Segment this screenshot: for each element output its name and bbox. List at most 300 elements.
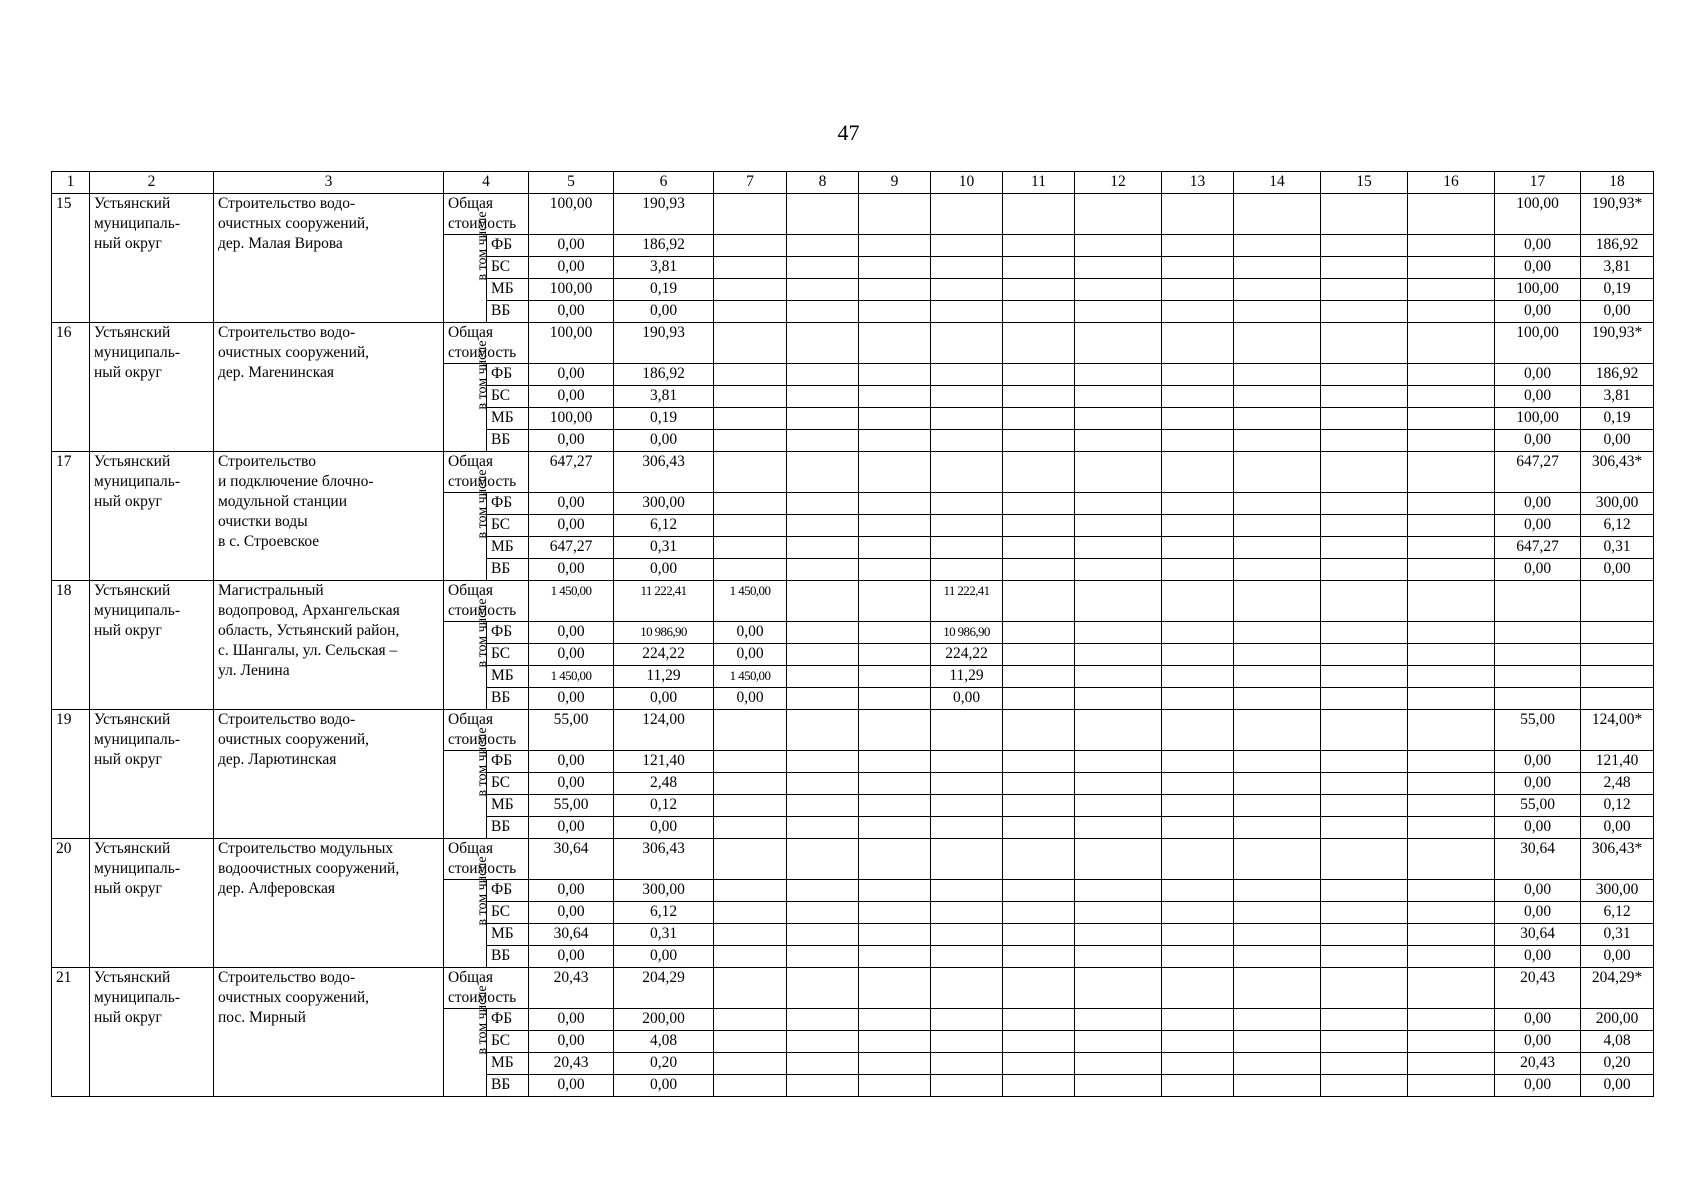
value-col18 — [1581, 688, 1654, 710]
value-col18: 0,00 — [1581, 946, 1654, 968]
empty-cell — [1162, 924, 1234, 946]
empty-cell — [1162, 688, 1234, 710]
object-line: водоочистных сооружений, — [218, 860, 400, 877]
empty-cell — [1075, 257, 1162, 279]
value-col17: 0,00 — [1495, 1075, 1581, 1097]
empty-cell — [1003, 773, 1075, 795]
budget-code: МБ — [487, 795, 529, 817]
value-col7: 1 450,00 — [714, 666, 787, 688]
empty-cell — [1162, 301, 1234, 323]
value-col18 — [1581, 644, 1654, 666]
total-label-line1: Общая — [448, 969, 494, 986]
empty-cell — [1321, 194, 1408, 235]
empty-cell — [859, 644, 931, 666]
value-col6: 0,20 — [614, 1053, 714, 1075]
empty-cell — [1321, 1031, 1408, 1053]
header-cell: 16 — [1408, 172, 1495, 194]
value-col5: 20,43 — [529, 1053, 614, 1075]
value-col7 — [714, 968, 787, 1009]
budget-code: МБ — [487, 408, 529, 430]
value-col7: 0,00 — [714, 688, 787, 710]
empty-cell — [1003, 880, 1075, 902]
empty-cell — [1003, 710, 1075, 751]
empty-cell — [1234, 559, 1321, 581]
empty-cell — [859, 1053, 931, 1075]
value-col6: 190,93 — [614, 194, 714, 235]
value-col5: 100,00 — [529, 194, 614, 235]
value-col10 — [931, 493, 1003, 515]
empty-cell — [1162, 795, 1234, 817]
empty-cell — [1003, 235, 1075, 257]
value-col6: 0,00 — [614, 430, 714, 452]
budget-code: БС — [487, 515, 529, 537]
empty-cell — [1234, 493, 1321, 515]
value-col7 — [714, 946, 787, 968]
empty-cell — [1408, 880, 1495, 902]
object-line: Строительство модульных — [218, 840, 394, 857]
district-line: Устьянский — [94, 711, 171, 728]
empty-cell — [1321, 1009, 1408, 1031]
value-col6: 6,12 — [614, 515, 714, 537]
empty-cell — [1003, 537, 1075, 559]
value-col5: 55,00 — [529, 710, 614, 751]
value-col5: 0,00 — [529, 257, 614, 279]
empty-cell — [1321, 688, 1408, 710]
empty-cell — [1075, 581, 1162, 622]
in-total-text: в том числе — [475, 598, 490, 668]
table-row — [52, 194, 1654, 235]
value-col5: 0,00 — [529, 644, 614, 666]
value-col5: 0,00 — [529, 386, 614, 408]
budget-code: БС — [487, 386, 529, 408]
budget-code: ВБ — [487, 559, 529, 581]
empty-cell — [1075, 1053, 1162, 1075]
empty-cell — [859, 817, 931, 839]
empty-cell — [859, 751, 931, 773]
value-col6: 0,00 — [614, 301, 714, 323]
value-col10 — [931, 301, 1003, 323]
empty-cell — [1408, 1053, 1495, 1075]
value-col17: 20,43 — [1495, 968, 1581, 1009]
header-cell: 4 — [444, 172, 529, 194]
empty-cell — [1075, 644, 1162, 666]
value-col7 — [714, 452, 787, 493]
district-line: Устьянский — [94, 969, 171, 986]
budget-code: ВБ — [487, 301, 529, 323]
value-col17: 100,00 — [1495, 323, 1581, 364]
empty-cell — [1003, 581, 1075, 622]
empty-cell — [1162, 386, 1234, 408]
empty-cell — [859, 452, 931, 493]
value-col18: 0,31 — [1581, 537, 1654, 559]
object-line: Строительство — [218, 453, 316, 470]
value-col6: 4,08 — [614, 1031, 714, 1053]
empty-cell — [859, 1075, 931, 1097]
value-col6: 121,40 — [614, 751, 714, 773]
row-number: 21 — [52, 968, 90, 1097]
district-cell — [90, 581, 214, 710]
empty-cell — [1075, 817, 1162, 839]
district-line: Устьянский — [94, 195, 171, 212]
value-col18: 4,08 — [1581, 1031, 1654, 1053]
empty-cell — [1162, 902, 1234, 924]
value-col6: 0,00 — [614, 817, 714, 839]
district-line: муниципаль- — [94, 473, 181, 490]
empty-cell — [1321, 581, 1408, 622]
empty-cell — [1408, 710, 1495, 751]
value-col10 — [931, 515, 1003, 537]
district-cell — [90, 968, 214, 1097]
value-col6: 0,12 — [614, 795, 714, 817]
value-col5: 0,00 — [529, 622, 614, 644]
budget-code: ФБ — [487, 493, 529, 515]
value-col18: 0,12 — [1581, 795, 1654, 817]
district-line: Устьянский — [94, 324, 171, 341]
empty-cell — [1075, 430, 1162, 452]
empty-cell — [1321, 257, 1408, 279]
empty-cell — [1234, 537, 1321, 559]
total-label-line2: стоимость — [448, 473, 517, 490]
empty-cell — [859, 559, 931, 581]
empty-cell — [859, 946, 931, 968]
empty-cell — [1234, 515, 1321, 537]
empty-cell — [787, 1053, 859, 1075]
empty-cell — [1003, 515, 1075, 537]
empty-cell — [1408, 279, 1495, 301]
value-col10 — [931, 408, 1003, 430]
district-line: муниципаль- — [94, 731, 181, 748]
empty-cell — [1075, 386, 1162, 408]
empty-cell — [1234, 924, 1321, 946]
value-col6: 10 986,90 — [614, 622, 714, 644]
value-col6: 186,92 — [614, 235, 714, 257]
empty-cell — [1234, 386, 1321, 408]
value-col5: 0,00 — [529, 301, 614, 323]
object-line: дер. Алферовская — [218, 880, 336, 897]
empty-cell — [859, 537, 931, 559]
value-col5: 0,00 — [529, 1031, 614, 1053]
object-cell — [214, 968, 444, 1097]
value-col18: 186,92 — [1581, 364, 1654, 386]
empty-cell — [1408, 386, 1495, 408]
empty-cell — [787, 688, 859, 710]
empty-cell — [1321, 751, 1408, 773]
value-col10 — [931, 968, 1003, 1009]
value-col18: 306,43* — [1581, 839, 1654, 880]
empty-cell — [1075, 279, 1162, 301]
empty-cell — [1408, 924, 1495, 946]
value-col6: 306,43 — [614, 839, 714, 880]
empty-cell — [1003, 1075, 1075, 1097]
object-line: в с. Строевское — [218, 533, 320, 550]
value-col18: 0,19 — [1581, 279, 1654, 301]
empty-cell — [787, 710, 859, 751]
value-col10: 11 222,41 — [931, 581, 1003, 622]
empty-cell — [1162, 751, 1234, 773]
empty-cell — [1234, 902, 1321, 924]
value-col17 — [1495, 666, 1581, 688]
value-col6: 0,31 — [614, 924, 714, 946]
value-col18: 6,12 — [1581, 515, 1654, 537]
value-col6: 0,19 — [614, 279, 714, 301]
empty-cell — [859, 323, 931, 364]
empty-cell — [1234, 880, 1321, 902]
total-label-line2: стоимость — [448, 989, 517, 1006]
value-col10 — [931, 946, 1003, 968]
header-cell: 13 — [1162, 172, 1234, 194]
value-col5: 30,64 — [529, 924, 614, 946]
empty-cell — [1408, 235, 1495, 257]
district-line: Устьянский — [94, 582, 171, 599]
value-col5: 0,00 — [529, 1009, 614, 1031]
empty-cell — [1408, 257, 1495, 279]
value-col18: 0,31 — [1581, 924, 1654, 946]
object-line: модульной станции — [218, 493, 347, 510]
empty-cell — [1234, 301, 1321, 323]
value-col6: 190,93 — [614, 323, 714, 364]
empty-cell — [1408, 644, 1495, 666]
object-line: очистных сооружений, — [218, 215, 370, 232]
row-number: 20 — [52, 839, 90, 968]
value-col7 — [714, 880, 787, 902]
header-cell: 7 — [714, 172, 787, 194]
total-label-line1: Общая — [448, 840, 494, 857]
empty-cell — [1321, 364, 1408, 386]
value-col10 — [931, 902, 1003, 924]
value-col6: 204,29 — [614, 968, 714, 1009]
value-col7 — [714, 1009, 787, 1031]
empty-cell — [787, 257, 859, 279]
value-col18: 3,81 — [1581, 386, 1654, 408]
empty-cell — [1075, 839, 1162, 880]
table-row — [52, 710, 1654, 751]
empty-cell — [859, 257, 931, 279]
empty-cell — [1234, 235, 1321, 257]
value-col18: 300,00 — [1581, 493, 1654, 515]
empty-cell — [1234, 751, 1321, 773]
budget-code: МБ — [487, 666, 529, 688]
value-col5: 0,00 — [529, 817, 614, 839]
object-cell — [214, 194, 444, 323]
empty-cell — [787, 1075, 859, 1097]
empty-cell — [1162, 515, 1234, 537]
budget-code: ВБ — [487, 817, 529, 839]
budget-code: МБ — [487, 1053, 529, 1075]
value-col5: 647,27 — [529, 537, 614, 559]
value-col10 — [931, 430, 1003, 452]
total-label-line2: стоимость — [448, 860, 517, 877]
value-col5: 0,00 — [529, 902, 614, 924]
empty-cell — [1321, 1053, 1408, 1075]
value-col17: 0,00 — [1495, 515, 1581, 537]
header-cell: 8 — [787, 172, 859, 194]
value-col18: 6,12 — [1581, 902, 1654, 924]
value-col17: 55,00 — [1495, 795, 1581, 817]
value-col5: 0,00 — [529, 515, 614, 537]
empty-cell — [1162, 968, 1234, 1009]
empty-cell — [1075, 880, 1162, 902]
empty-cell — [1408, 364, 1495, 386]
value-col7: 1 450,00 — [714, 581, 787, 622]
value-col5: 20,43 — [529, 968, 614, 1009]
value-col17: 30,64 — [1495, 839, 1581, 880]
object-line: пос. Мирный — [218, 1009, 306, 1026]
empty-cell — [859, 493, 931, 515]
budget-code: ВБ — [487, 688, 529, 710]
total-label-line1: Общая — [448, 582, 494, 599]
object-line: очистных сооружений, — [218, 344, 370, 361]
in-total-text: в том числе — [475, 469, 490, 539]
value-col17: 0,00 — [1495, 751, 1581, 773]
budget-code: ВБ — [487, 1075, 529, 1097]
header-cell: 12 — [1075, 172, 1162, 194]
object-line: Строительство водо- — [218, 324, 356, 341]
value-col7 — [714, 194, 787, 235]
value-col18: 0,00 — [1581, 430, 1654, 452]
empty-cell — [1075, 235, 1162, 257]
value-col5: 0,00 — [529, 773, 614, 795]
empty-cell — [1075, 515, 1162, 537]
row-number: 17 — [52, 452, 90, 581]
empty-cell — [1321, 773, 1408, 795]
empty-cell — [1408, 666, 1495, 688]
empty-cell — [1162, 817, 1234, 839]
value-col6: 11 222,41 — [614, 581, 714, 622]
empty-cell — [1408, 622, 1495, 644]
table-row — [52, 968, 1654, 1009]
empty-cell — [1075, 1031, 1162, 1053]
empty-cell — [1075, 710, 1162, 751]
value-col7 — [714, 1053, 787, 1075]
empty-cell — [859, 235, 931, 257]
table-row — [52, 452, 1654, 493]
total-label-line1: Общая — [448, 324, 494, 341]
investment-table — [51, 171, 1654, 1097]
empty-cell — [1234, 1075, 1321, 1097]
empty-cell — [1408, 839, 1495, 880]
value-col10 — [931, 537, 1003, 559]
object-cell — [214, 839, 444, 968]
value-col17: 100,00 — [1495, 408, 1581, 430]
empty-cell — [1234, 1009, 1321, 1031]
district-cell — [90, 323, 214, 452]
empty-cell — [1162, 235, 1234, 257]
district-cell — [90, 710, 214, 839]
budget-code: ФБ — [487, 364, 529, 386]
empty-cell — [1162, 279, 1234, 301]
empty-cell — [1234, 194, 1321, 235]
empty-cell — [1003, 1031, 1075, 1053]
header-cell: 18 — [1581, 172, 1654, 194]
empty-cell — [787, 644, 859, 666]
empty-cell — [859, 902, 931, 924]
value-col10 — [931, 751, 1003, 773]
empty-cell — [1162, 364, 1234, 386]
empty-cell — [1075, 751, 1162, 773]
empty-cell — [1408, 493, 1495, 515]
budget-code: БС — [487, 773, 529, 795]
value-col17: 0,00 — [1495, 946, 1581, 968]
empty-cell — [1234, 581, 1321, 622]
object-line: дер. Мarенинская — [218, 364, 335, 381]
value-col7 — [714, 235, 787, 257]
empty-cell — [787, 1009, 859, 1031]
empty-cell — [1234, 430, 1321, 452]
value-col17: 0,00 — [1495, 386, 1581, 408]
empty-cell — [859, 666, 931, 688]
empty-cell — [1234, 644, 1321, 666]
value-col6: 0,00 — [614, 946, 714, 968]
value-col5: 100,00 — [529, 408, 614, 430]
district-line: ный округ — [94, 493, 162, 510]
empty-cell — [787, 559, 859, 581]
value-col10 — [931, 323, 1003, 364]
empty-cell — [1162, 946, 1234, 968]
object-line: область, Устьянский район, — [218, 622, 400, 639]
value-col5: 100,00 — [529, 323, 614, 364]
empty-cell — [1321, 537, 1408, 559]
value-col10 — [931, 257, 1003, 279]
empty-cell — [787, 666, 859, 688]
value-col17 — [1495, 581, 1581, 622]
empty-cell — [859, 710, 931, 751]
value-col18: 121,40 — [1581, 751, 1654, 773]
value-col10 — [931, 452, 1003, 493]
value-col6: 0,31 — [614, 537, 714, 559]
value-col17: 647,27 — [1495, 537, 1581, 559]
empty-cell — [1162, 1075, 1234, 1097]
value-col17: 30,64 — [1495, 924, 1581, 946]
district-line: ный округ — [94, 1009, 162, 1026]
empty-cell — [1162, 581, 1234, 622]
empty-cell — [1075, 559, 1162, 581]
empty-cell — [1003, 559, 1075, 581]
empty-cell — [1162, 323, 1234, 364]
empty-cell — [1408, 301, 1495, 323]
value-col10 — [931, 839, 1003, 880]
empty-cell — [787, 386, 859, 408]
total-label-line2: стоимость — [448, 731, 517, 748]
value-col10 — [931, 194, 1003, 235]
budget-code: БС — [487, 1031, 529, 1053]
in-total-text: в том числе — [475, 340, 490, 410]
value-col17: 0,00 — [1495, 902, 1581, 924]
total-label-line2: стоимость — [448, 344, 517, 361]
object-line: Магистральный — [218, 582, 324, 599]
value-col7 — [714, 795, 787, 817]
value-col10 — [931, 817, 1003, 839]
row-number: 15 — [52, 194, 90, 323]
empty-cell — [859, 408, 931, 430]
empty-cell — [1234, 839, 1321, 880]
district-line: ный округ — [94, 751, 162, 768]
value-col7 — [714, 817, 787, 839]
empty-cell — [859, 688, 931, 710]
value-col10 — [931, 1075, 1003, 1097]
empty-cell — [1408, 795, 1495, 817]
empty-cell — [1408, 430, 1495, 452]
value-col18: 204,29* — [1581, 968, 1654, 1009]
value-col6: 124,00 — [614, 710, 714, 751]
value-col18: 2,48 — [1581, 773, 1654, 795]
empty-cell — [1162, 710, 1234, 751]
district-line: муниципаль- — [94, 215, 181, 232]
value-col18: 306,43* — [1581, 452, 1654, 493]
empty-cell — [1003, 666, 1075, 688]
value-col6: 0,00 — [614, 559, 714, 581]
empty-cell — [1321, 644, 1408, 666]
empty-cell — [787, 817, 859, 839]
